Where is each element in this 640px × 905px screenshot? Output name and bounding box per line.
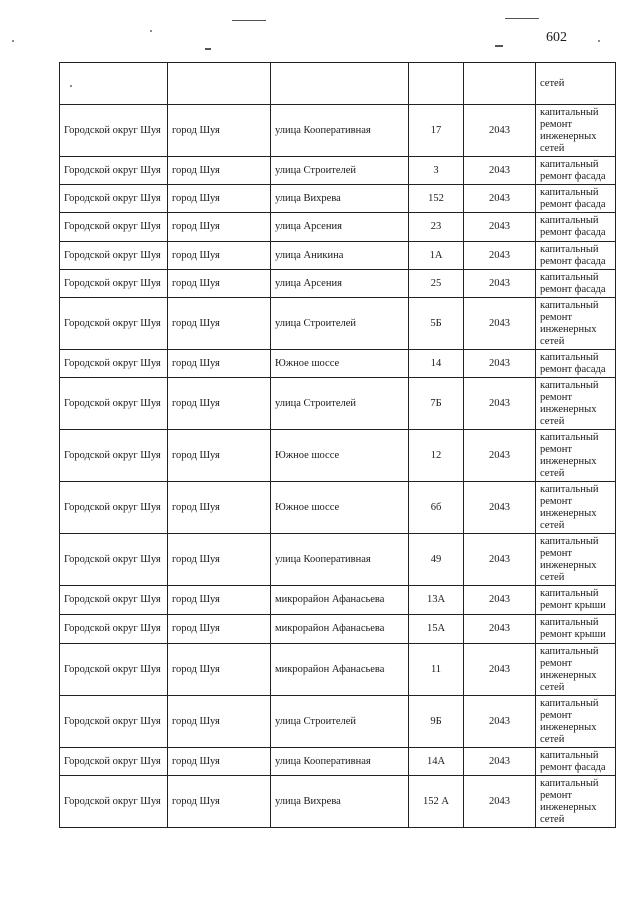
city-cell: город Шуя bbox=[168, 213, 271, 242]
table-row bbox=[60, 430, 616, 482]
work-type-cell: капитальный ремонт фасада bbox=[536, 350, 616, 378]
table-row bbox=[60, 105, 616, 157]
table-body bbox=[60, 63, 616, 828]
house-cell: 6б bbox=[409, 482, 464, 534]
street-cell: улица Кооперативная bbox=[271, 534, 409, 586]
year-cell: 2043 bbox=[464, 350, 536, 378]
table-row bbox=[60, 615, 616, 644]
street-cell: улица Строителей bbox=[271, 696, 409, 748]
table-row bbox=[60, 748, 616, 776]
scan-mark bbox=[495, 45, 503, 47]
work-type-cell: капитальный ремонт фасада bbox=[536, 242, 616, 270]
year-cell bbox=[464, 63, 536, 105]
house-cell: 17 bbox=[409, 105, 464, 157]
house-cell bbox=[409, 63, 464, 105]
house-cell: 12 bbox=[409, 430, 464, 482]
street-cell: Южное шоссе bbox=[271, 430, 409, 482]
okrug-cell: Городской округ Шуя bbox=[60, 534, 168, 586]
okrug-cell: Городской округ Шуя bbox=[60, 298, 168, 350]
work-type-cell: капитальный ремонт инженерных сетей bbox=[536, 644, 616, 696]
table-row bbox=[60, 298, 616, 350]
okrug-cell: Городской округ Шуя bbox=[60, 586, 168, 615]
work-type-cell: капитальный ремонт инженерных сетей bbox=[536, 430, 616, 482]
okrug-cell: Городской округ Шуя bbox=[60, 696, 168, 748]
year-cell: 2043 bbox=[464, 482, 536, 534]
scan-speck bbox=[12, 40, 14, 42]
work-type-cell: капитальный ремонт инженерных сетей bbox=[536, 378, 616, 430]
city-cell: город Шуя bbox=[168, 378, 271, 430]
work-type-cell: капитальный ремонт инженерных сетей bbox=[536, 776, 616, 828]
street-cell bbox=[271, 63, 409, 105]
scan-mark bbox=[232, 20, 266, 21]
work-type-cell: капитальный ремонт фасада bbox=[536, 748, 616, 776]
house-cell: 3 bbox=[409, 157, 464, 185]
table-row bbox=[60, 157, 616, 185]
city-cell: город Шуя bbox=[168, 185, 271, 213]
street-cell: улица Кооперативная bbox=[271, 105, 409, 157]
street-cell: улица Строителей bbox=[271, 298, 409, 350]
city-cell: город Шуя bbox=[168, 270, 271, 298]
city-cell: город Шуя bbox=[168, 482, 271, 534]
okrug-cell: Городской округ Шуя bbox=[60, 242, 168, 270]
table-row bbox=[60, 776, 616, 828]
work-type-cell: капитальный ремонт крыши bbox=[536, 586, 616, 615]
street-cell: Южное шоссе bbox=[271, 350, 409, 378]
street-cell: улица Вихрева bbox=[271, 185, 409, 213]
street-cell: микрорайон Афанасьева bbox=[271, 586, 409, 615]
year-cell: 2043 bbox=[464, 270, 536, 298]
okrug-cell bbox=[60, 63, 168, 105]
year-cell: 2043 bbox=[464, 157, 536, 185]
work-type-cell: капитальный ремонт инженерных сетей bbox=[536, 105, 616, 157]
year-cell: 2043 bbox=[464, 644, 536, 696]
table-row bbox=[60, 644, 616, 696]
year-cell: 2043 bbox=[464, 748, 536, 776]
table-row bbox=[60, 534, 616, 586]
year-cell: 2043 bbox=[464, 430, 536, 482]
page-number: 602 bbox=[546, 30, 567, 45]
house-cell: 9Б bbox=[409, 696, 464, 748]
city-cell bbox=[168, 63, 271, 105]
table-row bbox=[60, 482, 616, 534]
city-cell: город Шуя bbox=[168, 748, 271, 776]
work-type-cell: капитальный ремонт инженерных сетей bbox=[536, 534, 616, 586]
work-type-cell: капитальный ремонт инженерных сетей bbox=[536, 696, 616, 748]
city-cell: город Шуя bbox=[168, 350, 271, 378]
street-cell: улица Вихрева bbox=[271, 776, 409, 828]
house-cell: 15А bbox=[409, 615, 464, 644]
scan-mark bbox=[205, 48, 211, 50]
city-cell: город Шуя bbox=[168, 298, 271, 350]
scan-speck bbox=[150, 30, 152, 32]
table-row bbox=[60, 696, 616, 748]
work-type-cell: капитальный ремонт фасада bbox=[536, 270, 616, 298]
okrug-cell: Городской округ Шуя bbox=[60, 157, 168, 185]
city-cell: город Шуя bbox=[168, 586, 271, 615]
house-cell: 1А bbox=[409, 242, 464, 270]
work-type-cell: капитальный ремонт инженерных сетей bbox=[536, 298, 616, 350]
work-type-cell: капитальный ремонт крыши bbox=[536, 615, 616, 644]
okrug-cell: Городской округ Шуя bbox=[60, 270, 168, 298]
year-cell: 2043 bbox=[464, 586, 536, 615]
street-cell: улица Арсения bbox=[271, 270, 409, 298]
year-cell: 2043 bbox=[464, 185, 536, 213]
street-cell: Южное шоссе bbox=[271, 482, 409, 534]
okrug-cell: Городской округ Шуя bbox=[60, 350, 168, 378]
year-cell: 2043 bbox=[464, 615, 536, 644]
city-cell: город Шуя bbox=[168, 242, 271, 270]
address-table bbox=[59, 62, 616, 828]
city-cell: город Шуя bbox=[168, 430, 271, 482]
table-row bbox=[60, 586, 616, 615]
street-cell: улица Кооперативная bbox=[271, 748, 409, 776]
street-cell: улица Аникина bbox=[271, 242, 409, 270]
okrug-cell: Городской округ Шуя bbox=[60, 105, 168, 157]
city-cell: город Шуя bbox=[168, 696, 271, 748]
city-cell: город Шуя bbox=[168, 157, 271, 185]
house-cell: 7Б bbox=[409, 378, 464, 430]
city-cell: город Шуя bbox=[168, 644, 271, 696]
okrug-cell: Городской округ Шуя bbox=[60, 378, 168, 430]
house-cell: 5Б bbox=[409, 298, 464, 350]
scan-mark bbox=[505, 18, 539, 19]
okrug-cell: Городской округ Шуя bbox=[60, 776, 168, 828]
okrug-cell: Городской округ Шуя bbox=[60, 482, 168, 534]
okrug-cell: Городской округ Шуя bbox=[60, 748, 168, 776]
table-row bbox=[60, 270, 616, 298]
year-cell: 2043 bbox=[464, 776, 536, 828]
street-cell: улица Арсения bbox=[271, 213, 409, 242]
house-cell: 14А bbox=[409, 748, 464, 776]
house-cell: 11 bbox=[409, 644, 464, 696]
work-type-cell: капитальный ремонт фасада bbox=[536, 157, 616, 185]
city-cell: город Шуя bbox=[168, 615, 271, 644]
work-type-cell: капитальный ремонт фасада bbox=[536, 213, 616, 242]
house-cell: 13А bbox=[409, 586, 464, 615]
table-row bbox=[60, 185, 616, 213]
okrug-cell: Городской округ Шуя bbox=[60, 615, 168, 644]
house-cell: 152 bbox=[409, 185, 464, 213]
year-cell: 2043 bbox=[464, 105, 536, 157]
work-type-cell: сетей bbox=[536, 63, 616, 105]
scan-speck bbox=[598, 40, 600, 42]
year-cell: 2043 bbox=[464, 378, 536, 430]
okrug-cell: Городской округ Шуя bbox=[60, 213, 168, 242]
year-cell: 2043 bbox=[464, 534, 536, 586]
street-cell: улица Строителей bbox=[271, 378, 409, 430]
house-cell: 25 bbox=[409, 270, 464, 298]
table-row bbox=[60, 350, 616, 378]
street-cell: микрорайон Афанасьева bbox=[271, 644, 409, 696]
year-cell: 2043 bbox=[464, 298, 536, 350]
house-cell: 152 А bbox=[409, 776, 464, 828]
table-row bbox=[60, 63, 616, 105]
okrug-cell: Городской округ Шуя bbox=[60, 185, 168, 213]
okrug-cell: Городской округ Шуя bbox=[60, 644, 168, 696]
table-row bbox=[60, 213, 616, 242]
work-type-cell: капитальный ремонт фасада bbox=[536, 185, 616, 213]
street-cell: микрорайон Афанасьева bbox=[271, 615, 409, 644]
street-cell: улица Строителей bbox=[271, 157, 409, 185]
table-row bbox=[60, 242, 616, 270]
year-cell: 2043 bbox=[464, 213, 536, 242]
year-cell: 2043 bbox=[464, 696, 536, 748]
city-cell: город Шуя bbox=[168, 776, 271, 828]
house-cell: 23 bbox=[409, 213, 464, 242]
city-cell: город Шуя bbox=[168, 534, 271, 586]
year-cell: 2043 bbox=[464, 242, 536, 270]
okrug-cell: Городской округ Шуя bbox=[60, 430, 168, 482]
house-cell: 49 bbox=[409, 534, 464, 586]
table-row bbox=[60, 378, 616, 430]
city-cell: город Шуя bbox=[168, 105, 271, 157]
work-type-cell: капитальный ремонт инженерных сетей bbox=[536, 482, 616, 534]
house-cell: 14 bbox=[409, 350, 464, 378]
